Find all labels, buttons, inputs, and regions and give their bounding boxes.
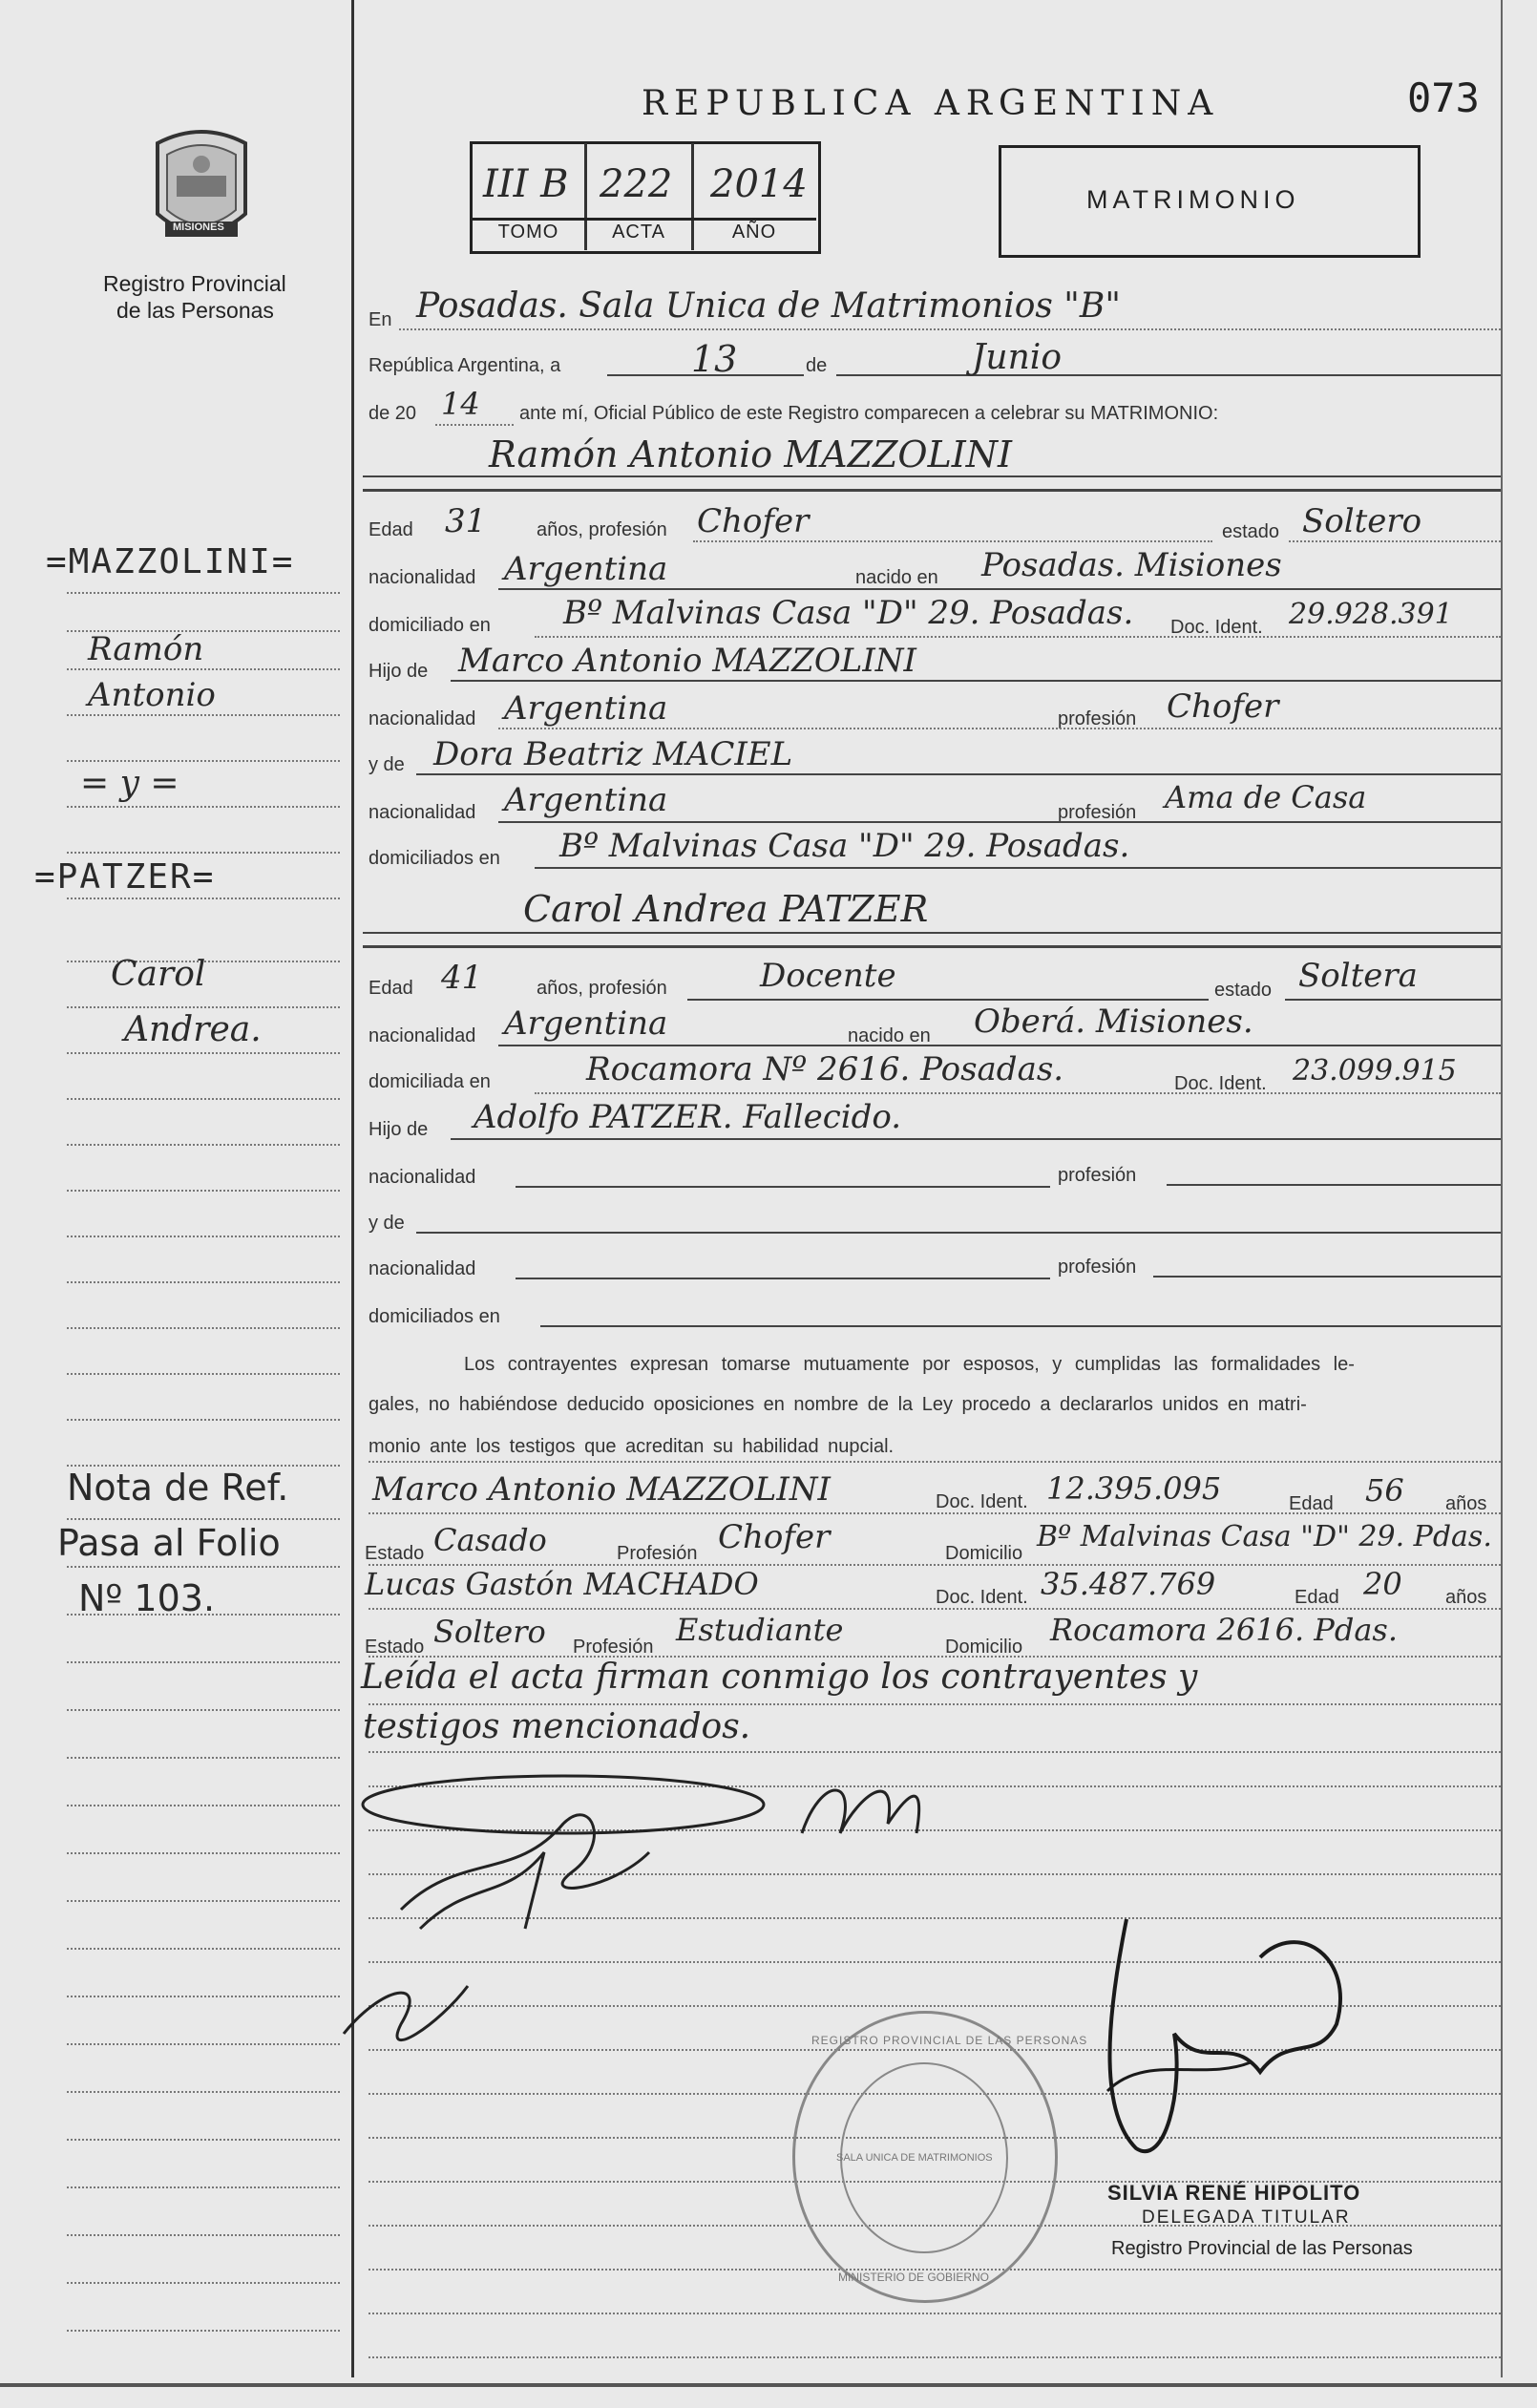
witness2-address: Rocamora 2616. Pdas. [1050,1612,1398,1648]
official-signature [1012,1900,1394,2186]
bride-domicilio-line [535,1092,1501,1094]
margin-y: = y = [80,764,179,803]
en-label: En [368,309,392,330]
margin-surname-bride: =PATZER= [34,857,216,897]
margin-rule [67,592,340,594]
witness1-domicilio-label: Domicilio [945,1543,1023,1564]
witness1-doc-label: Doc. Ident. [936,1491,1028,1512]
groom-mother-nac-label: nacionalidad [368,802,476,823]
groom-father-prof-label: profesión [1058,708,1137,729]
groom-mother-nationality: Argentina [504,781,668,819]
groom-mother-nac-line [498,821,1501,823]
body-text-line1: Los contrayentes expresan tomarse mutuamente por esposos, y cumplidas las formalidades le- [464,1354,1355,1375]
bride-nacionalidad-label: nacionalidad [368,1025,476,1046]
bride-mother-nac-line [516,1278,1050,1279]
month-line [836,374,1501,376]
groom-father-nac-label: nacionalidad [368,708,476,729]
witness1-name: Marco Antonio MAZZOLINI [372,1470,831,1509]
groom-nacido-label: nacido en [855,567,938,588]
official-title: DELEGADA TITULAR [1142,2207,1351,2228]
bride-nacionalidad-line [498,1045,1501,1046]
groom-name-rule-2 [363,489,1501,492]
bride-edad-label: Edad [368,978,413,999]
witness2-doc: 35.487.769 [1041,1566,1216,1602]
margin-rule [67,1996,340,1997]
bride-yde-label: y de [368,1213,405,1234]
bride-born-in: Oberá. Misiones. [974,1003,1253,1041]
anio-value: 2014 [710,162,808,206]
act-box-label-rule [473,218,816,221]
margin-rule [67,1052,340,1054]
margin-rule [67,852,340,854]
bride-father-prof-label: profesión [1058,1165,1137,1186]
witness2-doc-label: Doc. Ident. [936,1587,1028,1608]
stamp-inner-text: SALA UNICA DE MATRIMONIOS [836,2152,993,2164]
body-right-border [1501,0,1503,2377]
margin-rule [67,2091,340,2093]
month-value: Junio [972,338,1062,377]
de-label: de [806,355,828,376]
groom-mother: Dora Beatriz MACIEL [433,735,793,773]
body-text-rule [368,1461,1501,1463]
year-prefix: de 20 [368,403,417,424]
groom-name: Ramón Antonio MAZZOLINI [489,433,1013,475]
groom-age: 31 [445,502,487,540]
groom-address: Bº Malvinas Casa "D" 29. Posadas. [563,594,1134,632]
anio-label: AÑO [731,222,777,243]
year-suffix: 14 [441,386,480,422]
margin-note-line3: Nº 103. [78,1577,216,1619]
bride-estado-label: estado [1214,980,1273,1001]
margin-note-line1: Nota de Ref. [67,1467,289,1509]
groom-born-in: Posadas. Misiones [981,546,1282,584]
closing-line1: Leída el acta firman conmigo los contrayentes y [361,1658,1198,1697]
margin-surname-groom: =MAZZOLINI= [46,542,295,581]
margin-rule [67,2186,340,2188]
margin-rule [67,1757,340,1759]
witness2-prof-label: Profesión [573,1637,654,1658]
margin-rule [67,1566,340,1568]
groom-father: Marco Antonio MAZZOLINI [458,642,916,680]
groom-domicilio-line [535,636,1501,638]
bride-parents-dom-line [540,1325,1501,1327]
margin-given-bride-a: Carol [111,955,206,994]
margin-note-line2: Pasa al Folio [57,1522,281,1564]
bride-doc: 23.099.915 [1293,1054,1457,1088]
witness1-estado: Casado [433,1522,547,1558]
closing-rule1 [368,1703,1501,1705]
witness2-age: 20 [1363,1566,1402,1602]
bride-nacido-label: nacido en [848,1025,931,1046]
bride-name-rule-2 [363,945,1501,948]
margin-rule [67,668,340,670]
groom-yde-label: y de [368,754,405,775]
bride-profession: Docente [760,957,896,995]
groom-profesion-line [693,540,1212,542]
registry-name-line1: Registro Provincial [103,271,286,296]
margin-rule [67,1419,340,1421]
groom-nationality: Argentina [504,550,668,588]
stamp-bottom-text: MINISTERIO DE GOBIERNO [838,2271,990,2284]
margin-rule [67,2234,340,2236]
bride-estado-line [1285,999,1501,1001]
witness2-estado-label: Estado [365,1637,425,1658]
bride-father-line [451,1138,1501,1140]
witness1-age: 56 [1365,1472,1404,1509]
acta-label: ACTA [612,222,665,243]
groom-hijo-label: Hijo de [368,661,429,682]
margin-rule [67,1709,340,1711]
place-line [399,328,1501,330]
margin-rule [67,714,340,716]
witness2-domicilio-label: Domicilio [945,1637,1023,1658]
groom-doc: 29.928.391 [1289,598,1453,631]
margin-rule [67,2139,340,2141]
margin-rule [67,1805,340,1806]
bride-mother-prof-label: profesión [1058,1257,1137,1278]
bride-mother-nac-label: nacionalidad [368,1258,476,1279]
groom-father-line [451,680,1501,682]
seal-label: MISIONES [173,222,224,233]
bride-domiciliada-label: domiciliada en [368,1071,491,1092]
margin-given-bride-b: Andrea. [124,1010,262,1049]
margin-rule [67,1518,340,1520]
body-text-line2: gales, no habiéndose deducido oposiciones en nombre de la Ley procedo a declararlos unidos en matri- [368,1394,1307,1415]
witness2-line1 [368,1608,1501,1610]
bride-name: Carol Andrea PATZER [523,888,929,930]
groom-profesion-label: años, profesión [537,519,667,540]
bride-parents-dom-label: domiciliados en [368,1306,500,1327]
witness2-edad-label: Edad [1295,1587,1339,1608]
margin-rule [67,760,340,762]
margin-rule [67,1852,340,1854]
official-org: Registro Provincial de las Personas [1111,2238,1413,2259]
groom-profession: Chofer [697,502,810,540]
groom-name-line [363,475,1501,477]
witness2-anos-label: años [1445,1587,1487,1608]
groom-father-nationality: Argentina [504,689,668,728]
margin-rule [67,1327,340,1329]
tomo-value: III B [483,162,569,206]
margin-rule [67,2043,340,2045]
official-name: SILVIA RENÉ HIPOLITO [1107,2181,1361,2205]
groom-estado: Soltero [1302,502,1422,540]
margin-rule [67,1900,340,1902]
place-value: Posadas. Sala Unica de Matrimonios "B" [416,286,1121,326]
margin-rule [67,1098,340,1100]
acta-value: 222 [600,162,673,206]
witness2-profession: Estudiante [676,1612,844,1648]
witness1-address: Bº Malvinas Casa "D" 29. Pdas. [1037,1520,1492,1553]
witness1-estado-label: Estado [365,1543,425,1564]
margin-rule [67,898,340,899]
bride-estado: Soltera [1298,957,1418,995]
groom-parents-dom-line [535,867,1501,869]
margin-rule [67,1281,340,1283]
sig-rule [368,2313,1501,2314]
bride-address: Rocamora Nº 2616. Posadas. [586,1050,1064,1088]
margin-given-groom-a: Ramón [88,630,204,668]
margin-rule [67,1190,340,1192]
groom-parents-dom-label: domiciliados en [368,848,500,869]
bride-nationality: Argentina [504,1004,668,1043]
day-value: 13 [691,338,738,380]
margin-rule [67,1006,340,1008]
groom-nacionalidad-line [498,588,1501,590]
witness1-line1 [368,1512,1501,1514]
bride-name-line [363,932,1501,934]
stamp-outer-text: REGISTRO PROVINCIAL DE LAS PERSONAS [811,2034,1088,2047]
margin-rule [67,1948,340,1950]
bride-father: Adolfo PATZER. Fallecido. [474,1098,902,1136]
witness1-profession: Chofer [718,1518,831,1556]
groom-nacionalidad-label: nacionalidad [368,567,476,588]
margin-rule [67,806,340,808]
bride-father-nac-line [516,1186,1050,1188]
groom-estado-line [1289,540,1501,542]
witness1-prof-label: Profesión [617,1543,698,1564]
province-seal [148,126,255,250]
registry-name-line2: de las Personas [116,298,274,323]
groom-mother-profession: Ama de Casa [1165,779,1367,815]
bride-doc-label: Doc. Ident. [1174,1073,1267,1094]
margin-rule [67,1373,340,1375]
margin-rule [67,2330,340,2332]
margin-rule [67,1236,340,1237]
margin-rule [67,1661,340,1663]
margin-rule [67,1144,340,1146]
closing-line2: testigos mencionados. [363,1707,751,1746]
bride-hijo-label: Hijo de [368,1119,429,1140]
bride-profesion-label: años, profesión [537,978,667,999]
witness1-edad-label: Edad [1289,1493,1334,1514]
witness1-doc: 12.395.095 [1046,1470,1222,1507]
groom-estado-label: estado [1222,521,1280,542]
sig-rule [368,2356,1501,2358]
country-title: REPUBLICA ARGENTINA [642,84,1220,123]
groom-father-nac-line [498,728,1501,729]
witness2-name: Lucas Gastón MACHADO [365,1566,759,1602]
page-bottom-edge [0,2383,1537,2387]
margin-given-groom-b: Antonio [88,676,216,714]
bride-mother-prof-line [1153,1276,1501,1278]
tomo-label: TOMO [497,222,559,243]
year-line [435,424,514,426]
groom-mother-line [416,773,1501,775]
intro-text: ante mí, Oficial Público de este Registro comparecen a celebrar su MATRIMONIO: [519,403,1219,424]
bride-father-prof-line [1167,1184,1501,1186]
bride-father-nac-label: nacionalidad [368,1167,476,1188]
body-text-line3: monio ante los testigos que acreditan su habilidad nupcial. [368,1436,895,1457]
groom-domiciliado-label: domiciliado en [368,615,491,636]
republica-label: República Argentina, a [368,355,561,376]
groom-parents-address: Bº Malvinas Casa "D" 29. Posadas. [559,827,1130,865]
groom-father-profession: Chofer [1167,687,1279,726]
document-type: MATRIMONIO [1086,185,1300,214]
groom-mother-prof-label: profesión [1058,802,1137,823]
groom-doc-label: Doc. Ident. [1170,617,1263,638]
margin-rule [67,2282,340,2284]
bride-age: 41 [441,959,483,997]
bride-mother-line [416,1232,1501,1234]
groom-edad-label: Edad [368,519,413,540]
witness1-anos-label: años [1445,1493,1487,1514]
witness2-estado: Soltero [433,1614,546,1650]
bride-profesion-line [687,999,1209,1001]
page-number: 073 [1407,74,1480,121]
